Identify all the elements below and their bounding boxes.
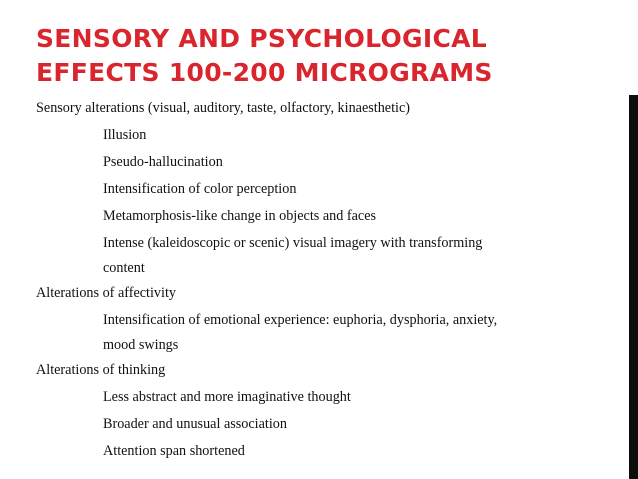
slide-body — [36, 98, 616, 468]
title-line-1: SENSORY AND PSYCHOLOGICAL — [36, 24, 487, 53]
list-item: Illusion — [103, 127, 147, 143]
slide-title — [36, 22, 493, 90]
list-item — [36, 308, 616, 360]
list-item: Pseudo-hallucination — [103, 154, 223, 170]
section-heading-sensory: Sensory alterations (visual, auditory, taste, olfactory, kinaesthetic) — [36, 100, 411, 116]
title-line-2: EFFECTS 100-200 MICROGRAMS — [36, 58, 493, 87]
list-item: Intensification of color perception — [103, 181, 297, 197]
list-item: Metamorphosis-like change in objects and faces — [103, 208, 377, 224]
section-heading-affectivity: Alterations of affectivity — [36, 285, 176, 301]
list-item-line: Intensification of emotional experience: euphoria, dysphoria, anxiety, — [103, 312, 498, 328]
list-item: Broader and unusual association — [103, 416, 287, 432]
list-item-line: Intense (kaleidoscopic or scenic) visual imagery with transforming — [103, 235, 483, 251]
section-heading-thinking: Alterations of thinking — [36, 362, 166, 378]
list-item — [36, 231, 616, 283]
list-item-line: content — [103, 260, 145, 276]
accent-bar — [629, 95, 638, 479]
list-item: Less abstract and more imaginative thought — [103, 389, 351, 405]
list-item: Attention span shortened — [103, 443, 245, 459]
list-item-line: mood swings — [103, 337, 179, 353]
